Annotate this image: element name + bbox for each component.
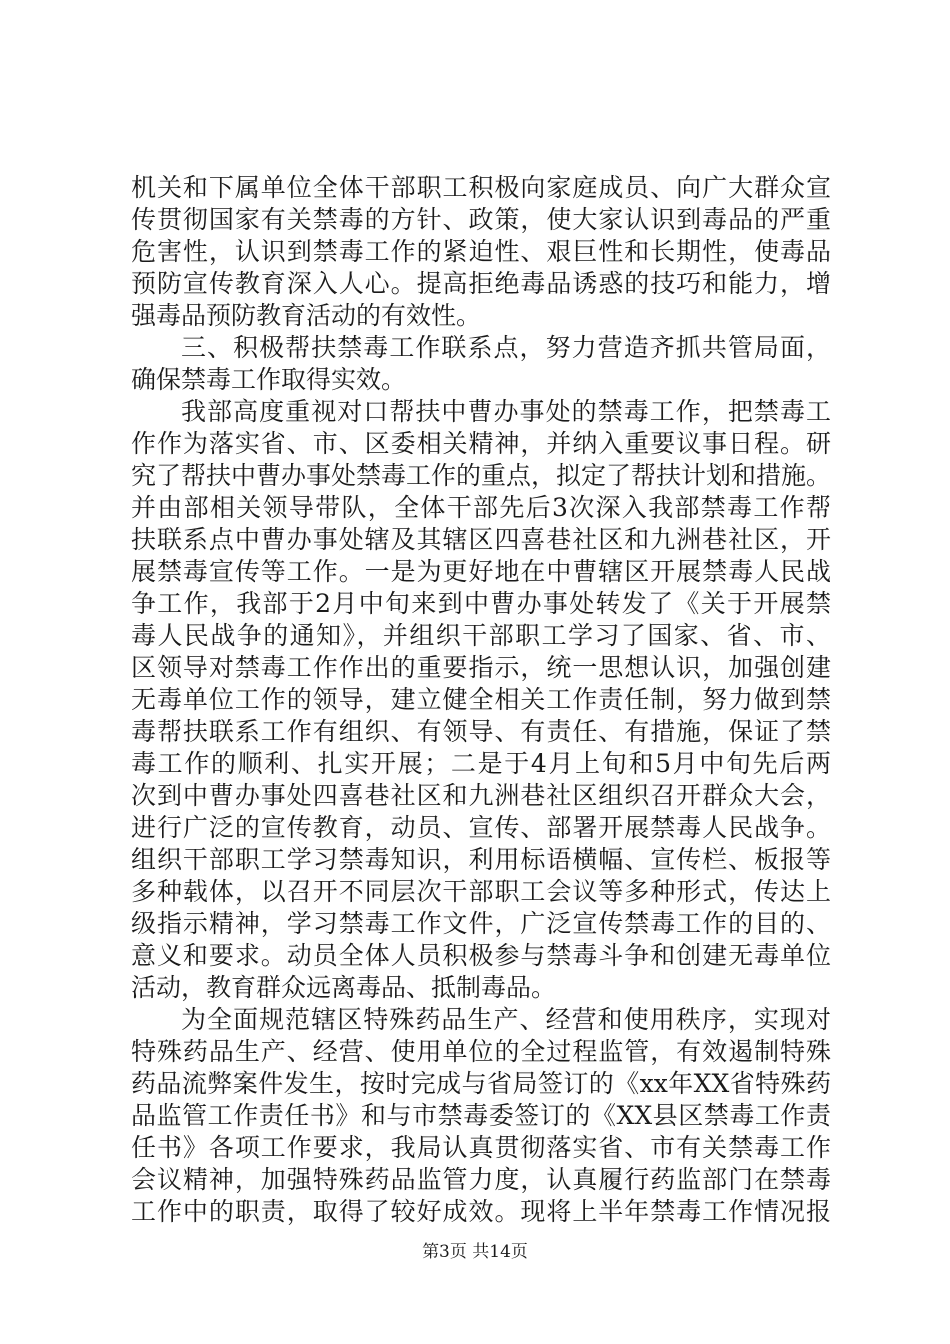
text-line: 多种载体，以召开不同层次干部职工会议等多种形式，传达上: [131, 877, 831, 906]
text-line: 进行广泛的宣传教育，动员、宣传、部署开展禁毒人民战争。: [131, 813, 831, 842]
text-line: 意义和要求。动员全体人员积极参与禁毒斗争和创建无毒单位: [131, 941, 831, 970]
text-line: 毒帮扶联系工作有组织、有领导、有责任、有措施，保证了禁: [131, 717, 831, 746]
page-footer: 第3页 共14页: [422, 1242, 528, 1262]
text-line: 特殊药品生产、经营、使用单位的全过程监管，有效遏制特殊: [131, 1037, 831, 1066]
text-line: 并由部相关领导带队，全体干部先后3次深入我部禁毒工作帮: [131, 493, 831, 522]
text-line: 无毒单位工作的领导，建立健全相关工作责任制，努力做到禁: [131, 685, 831, 714]
text-line: 展禁毒宣传等工作。一是为更好地在中曹辖区开展禁毒人民战: [131, 557, 831, 586]
text-line: 强毒品预防教育活动的有效性。: [131, 301, 482, 330]
body-text: [131, 172, 831, 1228]
text-line: 级指示精神，学习禁毒工作文件，广泛宣传禁毒工作的目的、: [131, 909, 831, 938]
text-line: 工作中的职责，取得了较好成效。现将上半年禁毒工作情况报: [131, 1197, 831, 1226]
text-line: 争工作，我部于2月中旬来到中曹办事处转发了《关于开展禁: [131, 589, 831, 618]
text-line: 次到中曹办事处四喜巷社区和九洲巷社区组织召开群众大会，: [131, 781, 831, 810]
text-line: 我部高度重视对口帮扶中曹办事处的禁毒工作，把禁毒工: [181, 397, 831, 426]
text-line: 毒工作的顺利、扎实开展；二是于4月上旬和5月中旬先后两: [131, 749, 831, 778]
text-line: 为全面规范辖区特殊药品生产、经营和使用秩序，实现对: [181, 1005, 831, 1034]
text-line: 究了帮扶中曹办事处禁毒工作的重点，拟定了帮扶计划和措施。: [131, 461, 832, 490]
text-line: 药品流弊案件发生，按时完成与省局签订的《xx年XX省特殊药: [131, 1069, 831, 1098]
text-line: 三、积极帮扶禁毒工作联系点，努力营造齐抓共管局面，: [181, 333, 831, 362]
text-line: 预防宣传教育深入人心。提高拒绝毒品诱惑的技巧和能力，增: [131, 269, 831, 298]
text-line: 作作为落实省、市、区委相关精神，并纳入重要议事日程。研: [131, 429, 831, 458]
text-line: 会议精神，加强特殊药品监管力度，认真履行药监部门在禁毒: [131, 1165, 831, 1194]
text-line: 区领导对禁毒工作作出的重要指示，统一思想认识，加强创建: [131, 653, 831, 682]
text-line: 机关和下属单位全体干部职工积极向家庭成员、向广大群众宣: [131, 173, 831, 202]
text-line: 组织干部职工学习禁毒知识，利用标语横幅、宣传栏、板报等: [131, 845, 831, 874]
text-line: 传贯彻国家有关禁毒的方针、政策，使大家认识到毒品的严重: [131, 205, 831, 234]
text-line: 扶联系点中曹办事处辖及其辖区四喜巷社区和九洲巷社区，开: [131, 525, 831, 554]
text-line: 危害性，认识到禁毒工作的紧迫性、艰巨性和长期性，使毒品: [131, 237, 831, 266]
text-line: 品监管工作责任书》和与市禁毒委签订的《XX县区禁毒工作责: [131, 1101, 831, 1130]
text-line: 确保禁毒工作取得实效。: [131, 365, 407, 394]
text-line: 毒人民战争的通知》，并组织干部职工学习了国家、省、市、: [131, 621, 831, 650]
text-line: 任书》各项工作要求，我局认真贯彻落实省、市有关禁毒工作: [131, 1133, 831, 1162]
text-line: 活动，教育群众远离毒品、抵制毒品。: [131, 973, 557, 1002]
